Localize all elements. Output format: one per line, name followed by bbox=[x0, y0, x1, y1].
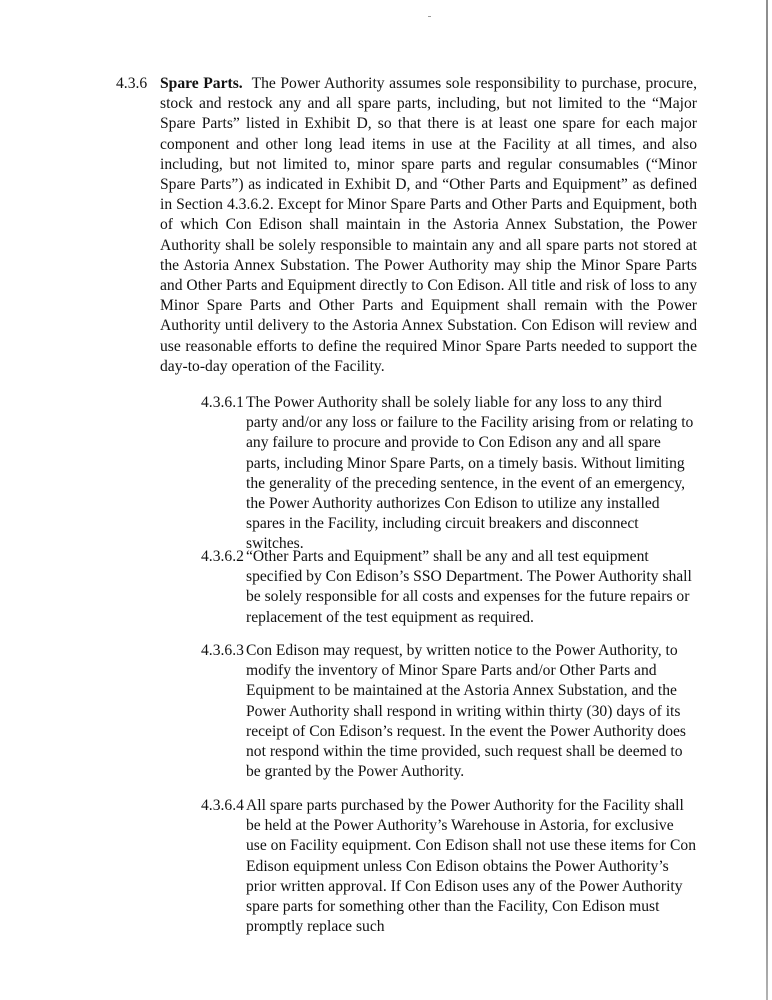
subsection-text: Con Edison may request, by written notice to the Power Authority, to modify the inventory of Minor Spare Parts and/or Other Parts and Equipment to be maintained at the Astoria Annex Substation, and the Power Authority shall respond in writing within thirty (30) days of its receipt of Con Edison’s request. In the event the Power Authority does not respond within the time provided, such request shall be deemed to be granted by the Power Authority. bbox=[246, 642, 686, 781]
subsection-number: 4.3.6.1 bbox=[201, 394, 244, 411]
subsection-4-3-6-4 bbox=[201, 796, 697, 937]
subsection-4-3-6-1 bbox=[201, 393, 697, 555]
subsection-4-3-6-2 bbox=[201, 547, 697, 628]
subsection-number: 4.3.6.4 bbox=[201, 797, 244, 814]
section-body-text: The Power Authority assumes sole responsibility to purchase, procure, stock and restock any and all spare parts, including, but not limited to the “Major Spare Parts” listed in Exhibit D, so that there is at least one spare for each major component and other long lead items in use at the Facility at all times, and also including, but not limited to, minor spare parts and regular consumables (“Minor Spare Parts”) as indicated in Exhibit D, and “Other Parts and Equipment” as defined in Section 4.3.6.2. Except for Minor Spare Parts and Other Parts and Equipment, both of which Con Edison shall maintain in the Astoria Annex Substation, the Power Authority shall be solely responsible to maintain any and all spare parts not stored at the Astoria Annex Substation. The Power Authority may ship the Minor Spare Parts and Other Parts and Equipment directly to Con Edison. All title and risk of loss to any Minor Spare Parts and Other Parts and Equipment shall remain with the Power Authority until delivery to the Astoria Annex Substation. Con Edison will review and use reasonable efforts to define the required Minor Spare Parts needed to support the day-to-day operation of the Facility. bbox=[160, 75, 697, 375]
scan-artifact bbox=[428, 16, 431, 17]
section-number: 4.3.6 bbox=[116, 75, 148, 92]
subsection-text: “Other Parts and Equipment” shall be any and all test equipment specified by Con Edison’s SSO Department. The Power Authority shall be solely responsible for all costs and expenses for the future repairs or replacement of the test equipment as required. bbox=[246, 548, 692, 626]
subsection-text: The Power Authority shall be solely liable for any loss to any third party and/or any loss or failure to the Facility arising from or relating to any failure to procure and provide to Con Edison any and all spare parts, including Minor Spare Parts, on a timely basis. Without limiting the generality of the preceding sentence, in the event of an emergency, the Power Authority authorizes Con Edison to utilize any installed spares in the Facility, including circuit breakers and disconnect switches. bbox=[246, 394, 694, 553]
subsection-4-3-6-3 bbox=[201, 641, 697, 782]
section-heading: Spare Parts. bbox=[160, 75, 243, 92]
section-paragraph bbox=[160, 74, 697, 377]
subsection-text: All spare parts purchased by the Power Authority for the Facility shall be held at the Power Authority’s Warehouse in Astoria, for exclusive use on Facility equipment. Con Edison shall not use these items for Con Edison equipment unless Con Edison obtains the Power Authority’s prior written approval. If Con Edison uses any of the Power Authority spare parts for something other than the Facility, Con Edison must promptly replace such bbox=[246, 797, 697, 936]
subsection-number: 4.3.6.3 bbox=[201, 642, 244, 659]
subsection-number: 4.3.6.2 bbox=[201, 548, 244, 565]
scan-edge-shadow bbox=[766, 0, 768, 1000]
